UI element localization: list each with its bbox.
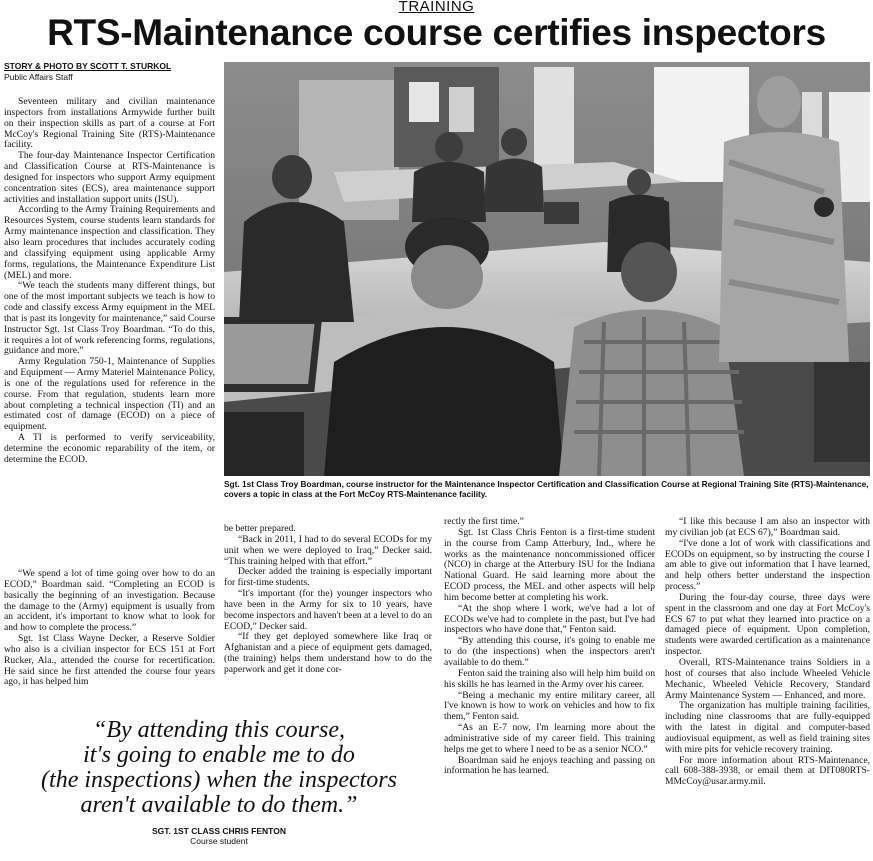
paragraph: “I've done a lot of work with classifications and ECODs on equipment, so by instructing the course I am able to give out information that I have learned, and help others better understand the inspection process.” (665, 537, 870, 593)
section-label: TRAINING (398, 0, 475, 15)
classroom-photo (224, 62, 870, 476)
paragraph: Army Regulation 750-1, Maintenance of Supplies and Equipment — Army Materiel Maintenance Policy, is one of the regulations used for reference in the course. From that regulation, students learn more about completing a technical inspection (TI) and an estimated cost of damage (ECOD) on a piece of equipment. (4, 356, 215, 433)
pull-quote-line: (the inspections) when the inspectors (41, 767, 397, 793)
photo-caption: Sgt. 1st Class Troy Boardman, course instructor for the Maintenance Inspector Certification and Classification Course at Regional Training Site (RTS)-Maintenance, covers a topic in class at the Fort McCoy RTS-Maintenance facility. (224, 479, 869, 499)
paragraph: Seventeen military and civilian maintenance inspectors from installations Armywide further built on their inspection skills as part of a course at Fort McCoy's Regional Training Site (RTS)-Maintenance facility. (4, 97, 215, 151)
paragraph: According to the Army Training Requirements and Resources System, course students learn standards for Army maintenance inspection and classification. They also learn procedures that includes accurately coding and classifying equipment using applicable Army forms, regulations, the Maintenance Expenditure List (MEL) and more. (4, 204, 215, 281)
article-column-3 (444, 517, 655, 861)
pull-quote-line: “By attending this course, (93, 717, 345, 743)
byline-credit: STORY & PHOTO BY SCOTT T. STURKOL (4, 61, 172, 71)
paragraph: “Being a mechanic my entire military career, all I've known is how to work on vehicles and how to fix them,” Fenton said. (444, 689, 655, 723)
paragraph: Fenton said the training also will help him build on his skills he has learned in the Army over his career. (444, 667, 655, 690)
paragraph: “As an E-7 now, I'm learning more about the administrative side of my career field. This training helps me get to where I need to be as a senior NCO.” (444, 722, 655, 755)
paragraph: Overall, RTS-Maintenance trains Soldiers in a host of courses that also include Wheeled Vehicle Mechanic, Wheeled Vehicle Recovery, Standard Army Maintenance System — Enhanced, and more. (665, 656, 870, 701)
paragraph: “It's important (for the) younger inspectors who have been in the Army for six to 10 years, have become inspectors and haven't been at a level to do an ECOD,” Decker said. (224, 588, 432, 632)
paragraph: Boardman said he enjoys teaching and passing on information he has learned. (444, 754, 655, 777)
paragraph: Sgt. 1st Class Chris Fenton is a first-time student in the course from Camp Atterbury, Ind., where he works as the maintenance noncommissioned officer (NCO) in charge at the Atterbury ISU for the Indiana National Guard. He said learning more about the ECOD process, the MEL and other aspects will help him become better at completing his work. (444, 526, 655, 603)
paragraph: “Back in 2011, I had to do several ECODs for my unit when we were deployed to Iraq,” Decker said. “This training helped with that effort.” (224, 533, 432, 567)
paragraph: “By attending this course, it's going to enable me to do (the inspections) when the inspectors aren't available to do them.” (444, 635, 655, 668)
article-column-1 (4, 97, 215, 568)
article-column-2 (224, 524, 432, 714)
paragraph: Decker added the training is especially important for first-time students. (224, 566, 432, 589)
paragraph: Sgt. 1st Class Wayne Decker, a Reserve Soldier who also is a civilian inspector for ECS 151 at Fort Rucker, Ala., attended the course for recertification. He said since he first attended the course four years ago, it has helped him (4, 633, 215, 688)
classroom-photo-icon (224, 62, 870, 476)
pull-quote-title: Course student (190, 836, 248, 846)
paragraph: The four-day Maintenance Inspector Certification and Classification Course at RTS-Maintenance is designed for inspectors who support Army equipment concentration sites (ECS), area maintenance support activities and installation support units (ISU). (4, 150, 215, 205)
byline-org: Public Affairs Staff (4, 72, 73, 82)
article-column-1b (4, 569, 215, 709)
paragraph: A TI is performed to verify serviceability, determine the economic reparability of the item, or determine the ECOD. (4, 432, 215, 465)
paragraph: During the four-day course, three days were spent in the classroom and one day at Fort McCoy's ECS 67 to put what they learned into practice on a damaged piece of equipment. Upon completion, students were awarded certification as a maintenance inspector. (665, 591, 870, 658)
pull-quote (4, 718, 434, 846)
paragraph: rectly the first time.” (444, 517, 524, 527)
article-column-4 (665, 517, 870, 861)
pull-quote-line: it's going to enable me to do (83, 742, 355, 768)
paragraph: “We teach the students many different things, but one of the most important subjects we teach is how to code and classify excess Army equipment in the MEL that is past its longevity for maintenance,” said Course Instructor Sgt. 1st Class Troy Boardman. “To do this, it requires a lot of work referencing forms, regulations, guidance and more.” (4, 280, 215, 357)
paragraph: “If they get deployed somewhere like Iraq or Afghanistan and a piece of equipment gets damaged, (the training) helps them understand how to do the paperwork and get it done cor- (224, 631, 432, 675)
paragraph: “We spend a lot of time going over how to do an ECOD,” Boardman said. “Completing an ECOD is basically the beginning of an investigation. Because the damage to the (Army) equipment is usually from an accident, it's important to know what to look for and how to complete the process.” (4, 569, 215, 634)
paragraph: be better prepared. (224, 524, 296, 534)
paragraph: “At the shop where I work, we've had a lot of ECODs we've had to complete in the past, but I've had inspectors who have done that,” Fenton said. (444, 602, 655, 636)
pull-quote-attribution: SGT. 1ST CLASS CHRIS FENTON (152, 826, 286, 836)
pull-quote-line: aren't available to do them.” (80, 792, 358, 818)
paragraph: “I like this because I am also an inspector with my civilian job (at ECS 67),” Boardman said. (665, 517, 870, 538)
paragraph: For more information about RTS-Maintenance, call 608-388-3938, or email them at DIT080RTS-MMcCoy@usar.army.mil. (665, 754, 870, 788)
paragraph: The organization has multiple training facilities, including nine classrooms that are fully-equipped with the latest in digital and computer-based audiovisual equipment, as well as field training sites with mire pits for vehicle recovery training. (665, 700, 870, 755)
headline: RTS-Maintenance course certifies inspectors (47, 12, 826, 53)
